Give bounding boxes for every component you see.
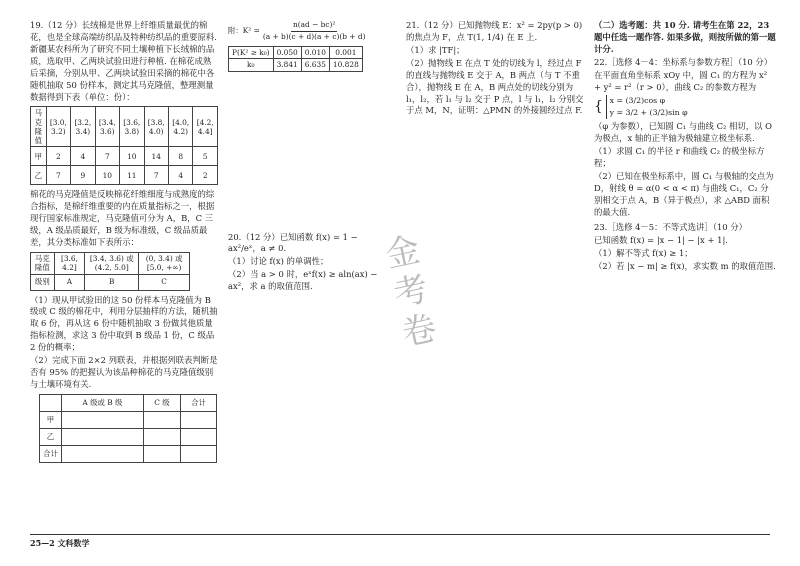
table-cell: [3.6, 4.2] [54,253,85,275]
table-cell: 甲 [40,411,62,428]
table-header-cell: [3.8, 4.0) [144,107,168,147]
table-row [40,411,217,428]
param-y: y = 3/2 + (3/2)sin φ [609,108,688,117]
table-cell: 2 [46,147,70,166]
table-header-cell: [4.0, 4.2) [168,107,192,147]
table-cell: 10.828 [329,59,362,71]
table-cell: 5 [193,147,218,166]
table-row [229,47,363,59]
table-cell: 7 [95,147,119,166]
table-cell: 9 [71,166,95,185]
parametric-system [594,95,776,120]
table-cell: 0.010 [301,47,329,59]
table-cell [62,428,144,445]
table-cell: 马克隆值 [31,253,55,275]
table-header-cell: 马克隆值 [31,107,47,147]
table-header-cell: [4.2, 4.4] [193,107,218,147]
q23-intro: 23.［选修 4－5：不等式选讲］（10 分） [594,221,748,232]
table-cell: C [139,274,190,290]
watermark-char: 卷 [398,308,441,355]
brace-icon: { [594,98,603,115]
table-cell: [3.4, 3.6) 或 (4.2, 5.0] [85,253,139,275]
table-row [31,253,190,275]
table-cell [143,411,180,428]
table-cell: A [54,274,85,290]
table-row [31,166,218,185]
table-cell: 4 [168,166,192,185]
q22-part2: （2）已知在极坐标系中，圆 C₁ 与极轴的交点为 D，射线 θ = α(0 < α < π) 与曲线 C₁，C₂ 分别相交于点 A，B（异于极点），求 △ABD 面积的最大值. [594,171,774,217]
table-header-cell: [3.4, 3.6) [95,107,119,147]
table-cell: 7 [144,166,168,185]
q21-intro: 21.（12 分）已知抛物线 E：x² = 2py(p > 0) 的焦点为 F，点 T(1, 1/4) 在 E 上. [406,20,583,42]
q21-part1: （1）求 |TF|； [406,44,465,55]
table-cell [143,428,180,445]
table-header-cell: [3.6, 3.8) [120,107,144,147]
table-cell [180,428,216,445]
table-row [31,147,218,166]
table-cell: 14 [144,147,168,166]
formula-numerator: n(ad − bc)² [291,20,337,32]
q19-part2: （2）完成下面 2×2 列联表，并根据列联表判断是否有 95% 的把握认为该品种棉花的马克隆值级别与土壤环境有关. [30,355,218,390]
table-header-cell: [3.2, 3.4) [71,107,95,147]
table-cell: 0.001 [329,47,362,59]
table-cell: 级别 [31,274,55,290]
table-cell: 乙 [31,166,47,185]
table-cell: 4 [71,147,95,166]
formula-prefix: 附：K² = [228,25,260,35]
q22-part1: （1）求圆 C₁ 的半径 r 和曲线 C₂ 的极坐标方程； [594,146,765,169]
table-row [40,394,217,411]
table-cell: (0, 3.4) 或 [5.0, +∞) [139,253,190,275]
table-cell: 2 [193,166,218,185]
q20-part2: （2）当 a > 0 时，eˣf(x) ≥ aln(ax) − ax²，求 a 的取值范围. [228,269,378,292]
table-cell: k₀ [229,59,274,71]
q23-part1: （1）解不等式 f(x) ≥ 1； [594,247,693,258]
formula-denominator: (a + b)(c + d)(a + c)(b + d) [262,31,366,41]
q20-intro: 20.（12 分）已知函数 f(x) = 1 − ax²/eˣ，a ≠ 0. [228,231,358,254]
table-cell [180,411,216,428]
q23-stem: 已知函数 f(x) = |x − 1| − |x + 1|. [594,234,728,245]
table-row [229,59,363,71]
table-row [40,445,217,462]
table-cell [62,411,144,428]
table-row [31,107,218,147]
q19-body: 棉花的马克隆值是反映棉花纤维细度与成熟度的综合指标，是棉纤维重要的内在质量指标之一，根据现行国家标准规定，马克隆值可分为 A，B，C 三级，A 级品质最好，B 级为标准级，C 级品质最差，其分类标准如下表所示： [30,189,215,248]
table-cell: 10 [120,147,144,166]
table-cell [180,445,216,462]
watermark-stamp [380,229,442,354]
table-cell: 8 [168,147,192,166]
table-header-cell: A 级或 B 级 [62,394,144,411]
question-19 [30,20,218,463]
table-cell: 7 [46,166,70,185]
appendix-and-question-20 [228,20,380,294]
table-cell: 0.050 [273,47,301,59]
table-cell: 合计 [40,445,62,462]
q22-intro: 22.［选修 4－4：坐标系与参数方程］（10 分） [594,56,773,67]
table-cell: 6.635 [301,59,329,71]
elective-questions [594,20,776,274]
table-cell: B [85,274,139,290]
q19-intro: 19.（12 分）长绒棉是世界上纤维质量最优的棉花，也是全球高端纺织品及特种纺织品的重要原料. 新疆某农科所为了研究不同土壤种植下长绒棉的品质，选取甲、乙两块试验田进行种植. 在棉花成熟后采摘，分别从甲、乙两块试验田采摘的棉花中各随机抽取 50 份样本，测定其马克隆值，整理测量数据得到下表（单位：份）： [30,20,217,102]
table-header-cell: [3.0, 3.2) [46,107,70,147]
table-cell: 3.841 [273,59,301,71]
table-header-cell: 合计 [180,394,216,411]
q22-stem-b: （φ 为参数），已知圆 C₁ 与曲线 C₂ 相切，以 O 为极点，x 轴的正半轴为极轴建立极坐标系. [594,121,773,144]
q22-stem-a: 在平面直角坐标系 xOy 中，圆 C₁ 的方程为 x² + y² = r²（r > 0），曲线 C₂ 的参数方程为 [594,69,768,92]
watermark-char: 金 [381,229,424,276]
table-row [31,274,190,290]
table-cell: 甲 [31,147,47,166]
critical-value-table [228,46,363,72]
table-header-cell [40,394,62,411]
formula-fraction [263,20,366,42]
parametric-equations [606,95,688,120]
grade-standard-table [30,252,190,291]
table-header-cell: C 级 [143,394,180,411]
table-cell [62,445,144,462]
table-cell: 乙 [40,428,62,445]
table-cell: P(K² ≥ k₀) [229,47,274,59]
param-x: x = (3/2)cos φ [609,95,666,105]
table-cell [143,445,180,462]
mkl-sample-table [30,106,218,185]
watermark-char: 考 [390,268,432,316]
page-footer: 25—2 文科数学 [30,534,770,549]
q21-part2: （2）抛物线 E 在点 T 处的切线为 l，经过点 F 的直线与抛物线 E 交于 A，B 两点（与 T 不重合），抛物线 E 在 A，B 两点处的切线分别为 l₁，l₂，若 l₁ 与 l₂ 交于 P 点，l 与 l₁，l₂ 分别交于点 M，N，证明：△PMN 的外接圆经过点 F. [406,57,584,116]
q19-part1: （1）现从甲试验田的这 50 份样本马克隆值为 B 级或 C 级的棉花中，利用分层抽样的方法，随机抽取 6 份，再从这 6 份中随机抽取 3 份做其他质量指标检测，求这 3 份中取到 B 级品 1 份，C 级品 2 份的概率； [30,294,218,353]
contingency-table [39,394,217,463]
q20-part1: （1）讨论 f(x) 的单调性； [228,256,329,267]
table-cell: 10 [95,166,119,185]
chi-square-formula [228,20,380,42]
question-21 [406,20,584,118]
elective-section-header: （二）选考题：共 10 分. 请考生在第 22，23 题中任选一题作答. 如果多做，则按所做的第一题计分. [594,20,776,54]
table-row [40,428,217,445]
table-cell: 11 [120,166,144,185]
q23-part2: （2）若 |x − m| ≥ f(x)，求实数 m 的取值范围. [594,260,776,271]
